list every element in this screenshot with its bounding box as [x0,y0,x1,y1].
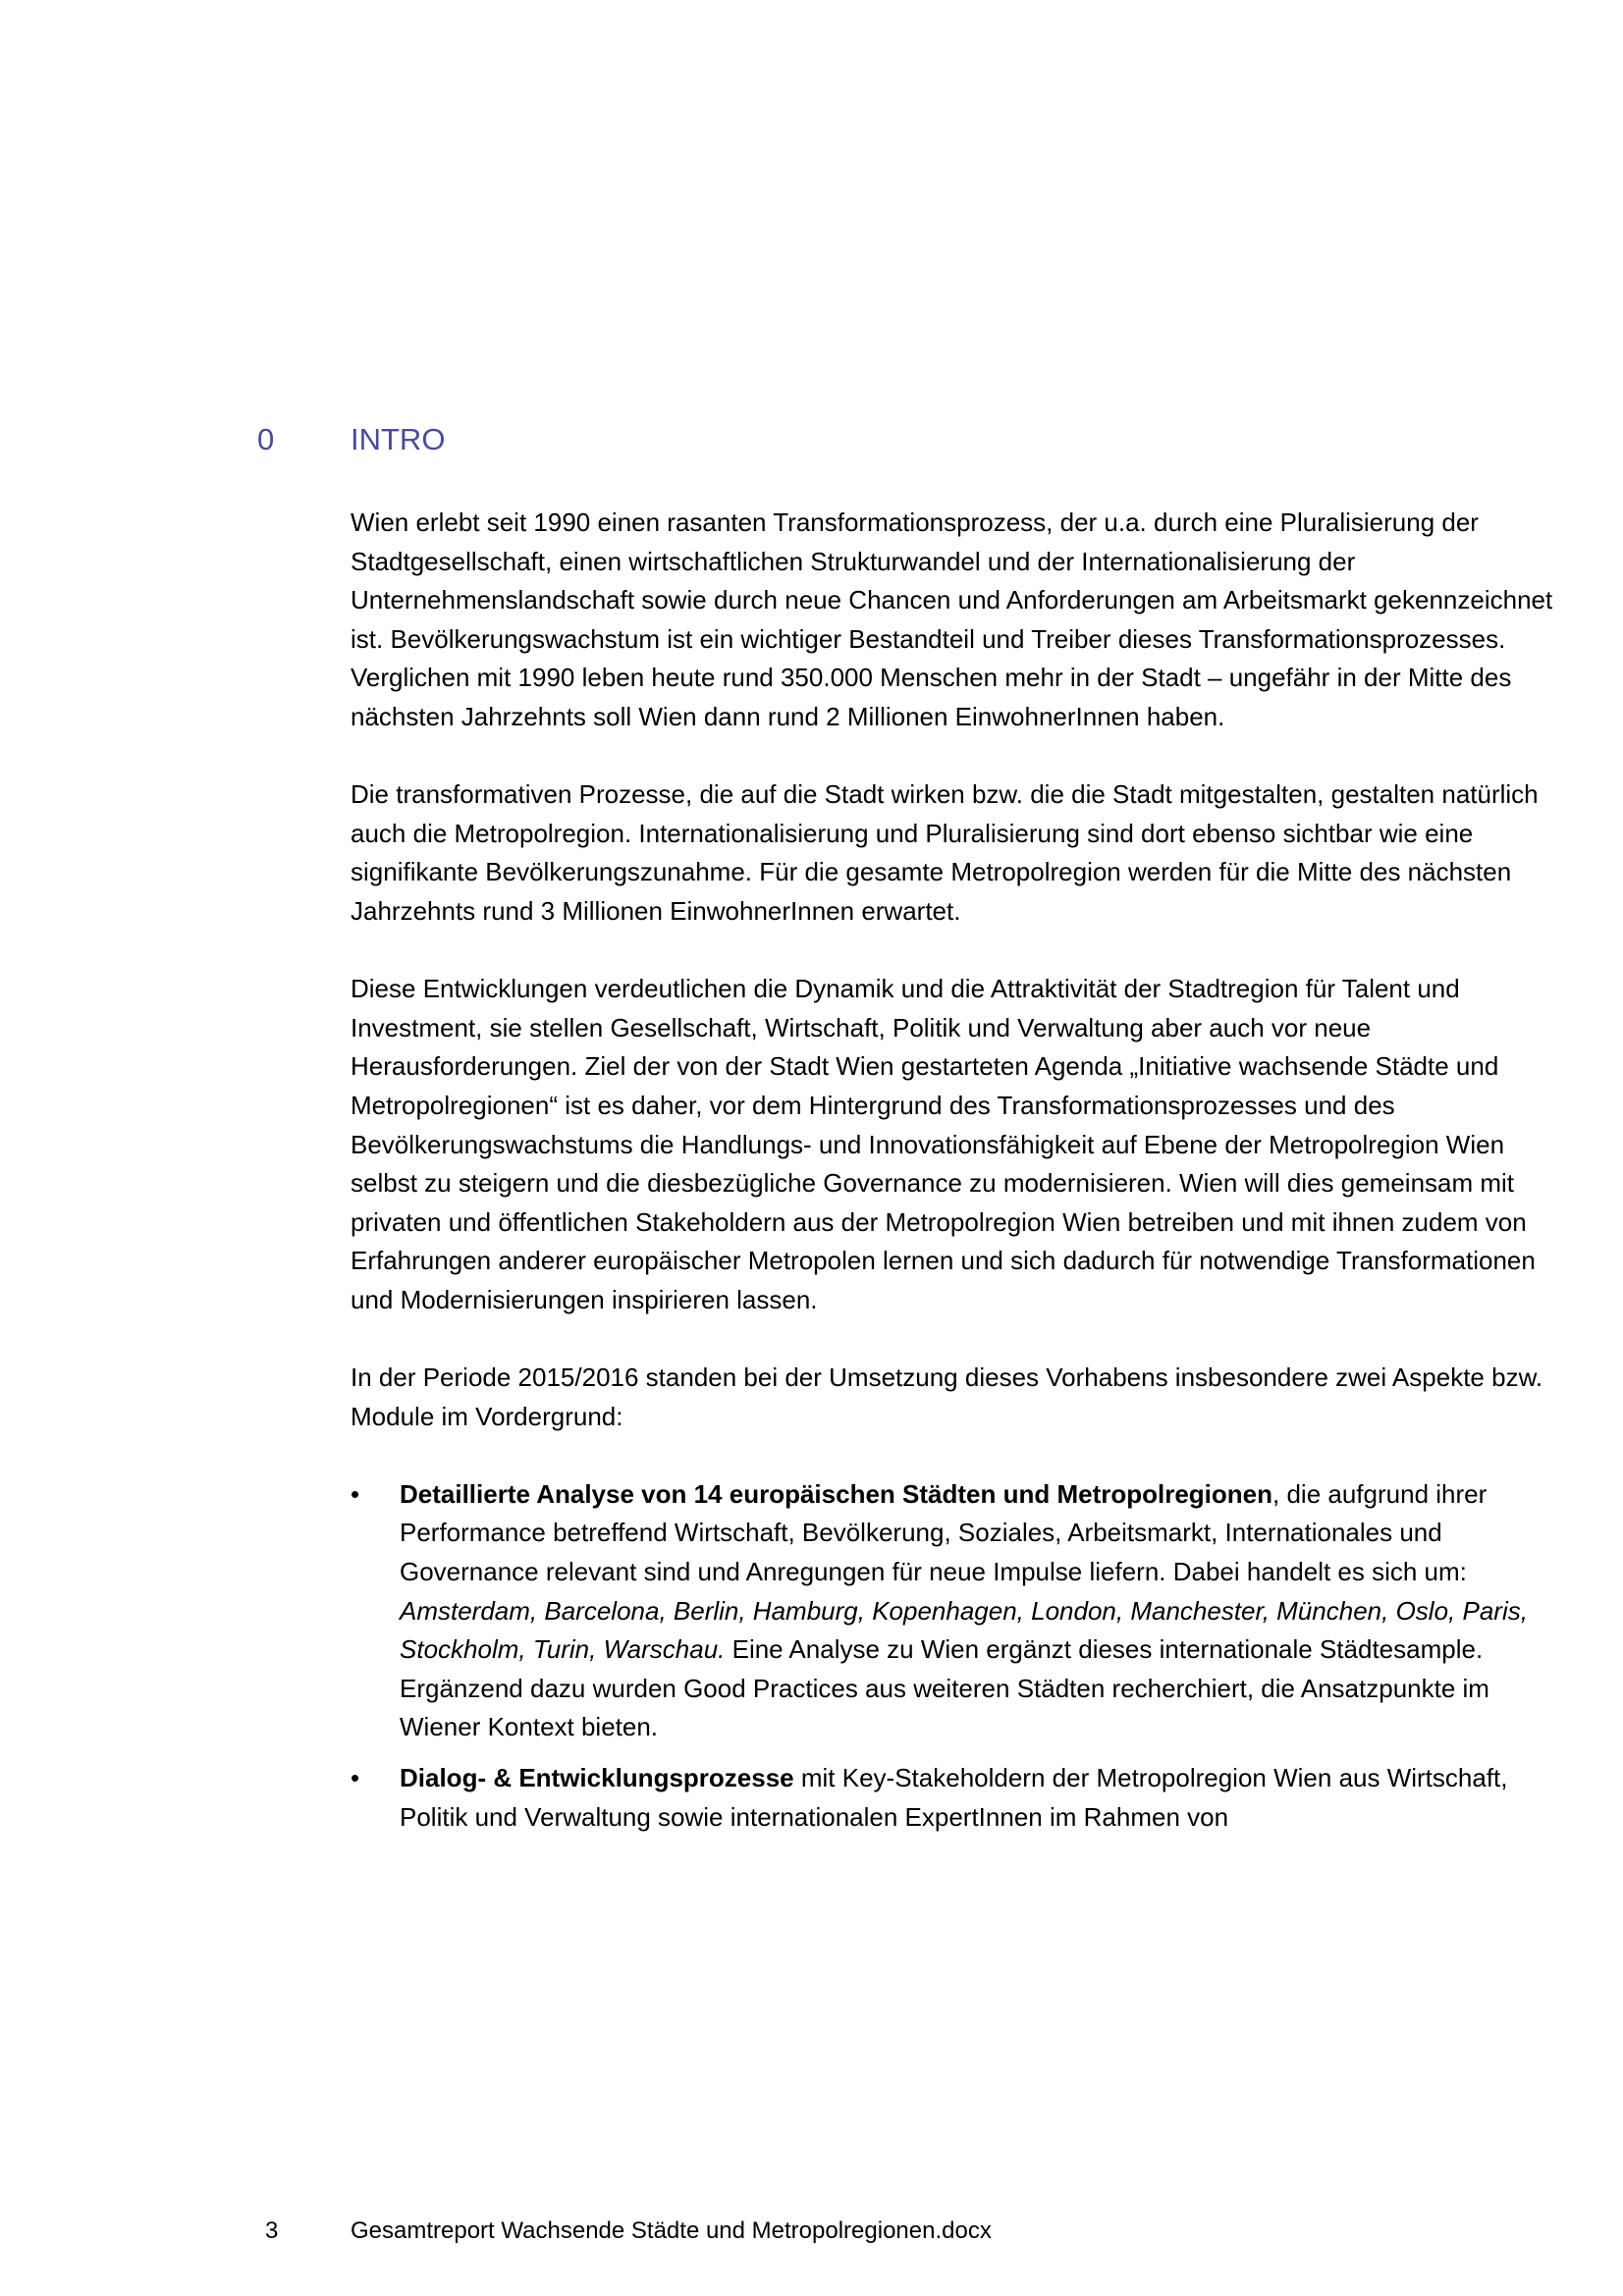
list-item [351,1759,1568,1837]
list-item-text: Ergänzend dazu wurden Good Practices aus weiteren Städten recherchiert, die Ansatzpunkte im Wiener Kontext bieten. [400,1673,1489,1742]
list-item-text: Eine Analyse zu Wien ergänzt dieses internationale Städtesample. [725,1634,1484,1665]
bullet-icon: • [351,1763,360,1792]
list-item-italic: Amsterdam, Barcelona, Berlin, Hamburg, Kopenhagen, London, Manchester, München, Oslo, Paris, Stockholm, Turin, Warschau. [400,1595,1528,1665]
list-item-bold: Detaillierte Analyse von 14 europäischen Städten und Metropolregionen [400,1478,1273,1509]
section-number: 0 [257,422,275,456]
footer-page-number: 3 [265,2217,279,2244]
bullet-icon: • [351,1478,360,1509]
body-text [351,504,1568,1848]
list-item [351,1475,1568,1747]
list-item-bold: Dialog- & Entwicklungsprozesse [400,1763,794,1792]
bullet-list [351,1475,1568,1837]
paragraph: Diese Entwicklungen verdeutlichen die Dynamik und die Attraktivität der Stadtregion für Talent und Investment, sie stellen Gesellschaft, Wirtschaft, Politik und Verwaltung aber auch vor neue Herausforderungen. Ziel der von der Stadt Wien gestarteten Agenda „Initiative wachsende Städte und Metropolregionen“ ist es daher, vor dem Hintergrund des Transformationsprozesses und des Bevölkerungswachstums die Handlungs- und Innovationsfähigkeit auf Ebene der Metropolregion Wien selbst zu steigern und die diesbezügliche Governance zu modernisieren. Wien will dies gemeinsam mit privaten und öffentlichen Stakeholdern aus der Metropolregion Wien betreiben und mit ihnen zudem von Erfahrungen anderer europäischer Metropolen lernen und sich dadurch für notwendige Transformationen und Modernisierungen inspirieren lassen. [351,974,1536,1314]
list-item-text: mit Key-Stakeholdern der Metropolregion Wien aus Wirtschaft, Politik und Verwaltung sowie internationalen ExpertInnen im Rahmen von [400,1763,1508,1832]
section-title: INTRO [351,422,446,456]
paragraph: In der Periode 2015/2016 standen bei der Umsetzung dieses Vorhabens insbesondere zwei Aspekte bzw. Module im Vordergrund: [351,1362,1543,1431]
paragraph: Wien erlebt seit 1990 einen rasanten Transformationsprozess, der u.a. durch eine Pluralisierung der Stadtgesellschaft, einen wirtschaftlichen Strukturwandel und der Internationalisierung der Unternehmenslandschaft sowie durch neue Chancen und Anforderungen am Arbeitsmarkt gekennzeichnet ist. Bevölkerungswachstum ist ein wichtiger Bestandteil und Treiber dieses Transformationsprozesses. Verglichen mit 1990 leben heute rund 350.000 Menschen mehr in der Stadt – ungefähr in der Mitte des nächsten Jahrzehnts soll Wien dann rund 2 Millionen EinwohnerInnen haben. [351,507,1553,731]
list-item-text: , die aufgrund ihrer Performance betreffend Wirtschaft, Bevölkerung, Soziales, Arbeitsmarkt, Internationales und Governance relevant sind und Anregungen für neue Impulse liefern. Dabei handelt es sich um: [400,1478,1488,1587]
paragraph: Die transformativen Prozesse, die auf die Stadt wirken bzw. die die Stadt mitgestalten, gestalten natürlich auch die Metropolregion. Internationalisierung und Pluralisierung sind dort ebenso sichtbar wie eine signifikante Bevölkerungszunahme. Für die gesamte Metropolregion werden für die Mitte des nächsten Jahrzehnts rund 3 Millionen EinwohnerInnen erwartet. [351,779,1539,926]
footer-document-title: Gesamtreport Wachsende Städte und Metropolregionen.docx [351,2217,992,2244]
